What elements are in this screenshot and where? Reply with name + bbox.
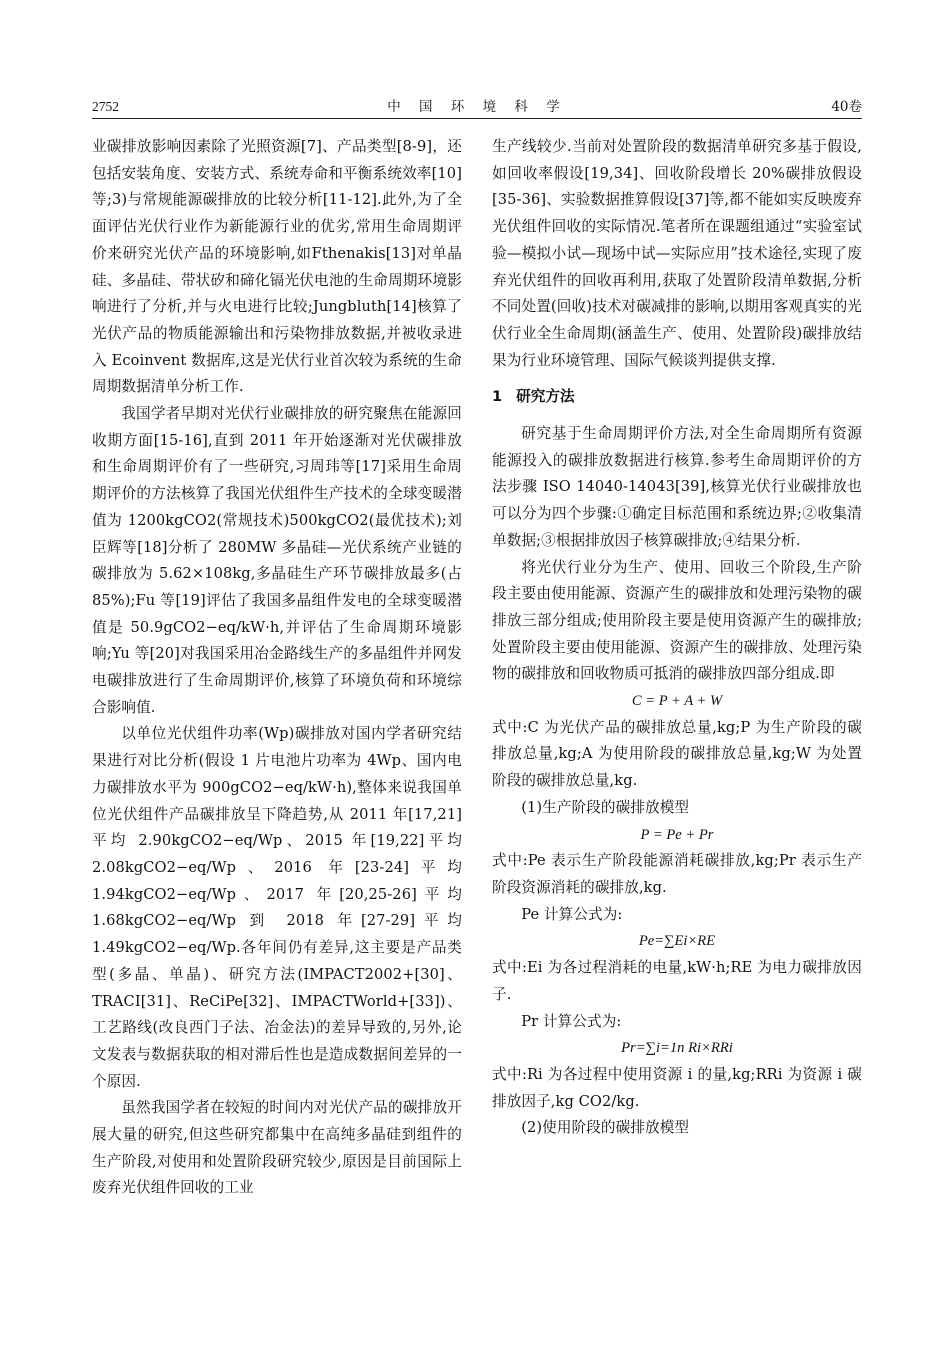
running-header (92, 96, 862, 119)
section-number: 1 (492, 388, 503, 406)
page-number: 2752 (92, 99, 119, 114)
paragraph: Pr 计算公式为: (521, 1012, 622, 1030)
right-column (492, 134, 862, 1142)
section-heading (492, 384, 862, 411)
paragraph: 我国学者早期对光伏行业碳排放的研究聚焦在能源回收期方面[15-16],直到 2011 年开始逐渐对光伏碳排放和生命周期评价有了一些研究,习周玮等[17]采用生命周期评价的方法核算了我国光伏组件生产技术的全球变暖潜值为 1200kgCO2(常规技术)500kgCO2(最优技术);刘臣辉等[18]分析了 280MW 多晶硅—光伏系统产业链的碳排放为 5.62×108kg,多晶硅生产环节碳排放最多(占 85%);Fu 等[19]评估了我国多晶组件发电的全球变暖潜值是 50.9gCO2−eq/kW·h,并评估了生命周期环境影响;Yu 等[20]对我国采用冶金路线生产的多晶组件并网发电碳排放进行了生命周期评价,核算了环境负荷和环境综合影响值. (92, 405, 462, 716)
section-title: 研究方法 (516, 388, 575, 406)
paragraph: 生产线较少.当前对处置阶段的数据清单研究多基于假设,如回收率假设[19,34]、回收阶段增长 20%碳排放假设[35-36]、实验数据推算假设[37]等,都不能如实反映废弃光伏组件回收的实际情况.笔者所在课题组通过“实验室试验—模拟小试—现场中试—实际应用”技术途径,实现了废弃光伏组件的回收再利用,获取了处置阶段清单数据,分析不同处置(回收)技术对碳减排的影响,以期用客观真实的光伏行业全生命周期(涵盖生产、使用、处置阶段)碳排放结果为行业环境管理、国际气候谈判提供支撑. (492, 138, 862, 369)
paragraph: 式中:C 为光伏产品的碳排放总量,kg;P 为生产阶段的碳排放总量,kg;A 为使用阶段的碳排放总量,kg;W 为处置阶段的碳排放总量,kg. (492, 718, 862, 790)
paragraph: 式中:Pe 表示生产阶段能源消耗碳排放,kg;Pr 表示生产阶段资源消耗的碳排放,kg. (492, 852, 862, 896)
equation: Pe=∑Ei×RE (638, 933, 716, 950)
paragraph: 研究基于生命周期评价方法,对全生命周期所有资源能源投入的碳排放数据进行核算.参考生命周期评价的方法步骤 ISO 14040-14043[39],核算光伏行业碳排放也可以分为四个步骤:①确定目标范围和系统边界;②收集清单数据;③根据排放因子核算碳排放;④结果分析. (492, 425, 862, 549)
volume-label: 40卷 (831, 99, 862, 115)
paragraph: 以单位光伏组件功率(Wp)碳排放对国内学者研究结果进行对比分析(假设 1 片电池片功率为 4Wp、国内电力碳排放水平为 900gCO2−eq/kW·h),整体来说我国单位光伏组件产品碳排放呈下降趋势,从 2011 年[17,21]平均 2.90kgCO2−eq/Wp、2015 年[19,22]平均 2.08kgCO2−eq/Wp、2016 年[23-24]平均 1.94kgCO2−eq/Wp、2017 年[20,25-26]平均 1.68kgCO2−eq/Wp 到 2018 年[27-29]平均 1.49kgCO2−eq/Wp.各年间仍有差异,这主要是产品类型(多晶、单晶)、研究方法(IMPACT2002+[30]、TRACI[31]、ReCiPe[32]、IMPACTWorld+[33])、工艺路线(改良西门子法、冶金法)的差异导致的,另外,论文发表与数据获取的相对滞后性也是造成数据间差异的一个原因. (92, 725, 462, 1090)
equation: C = P + A + W (631, 693, 723, 710)
paragraph: 式中:Ri 为各过程中使用资源 i 的量,kg;RRi 为资源 i 碳排放因子,kg CO2/kg. (492, 1065, 862, 1110)
paragraph: Pe 计算公式为: (521, 905, 623, 923)
paragraph: 将光伏行业分为生产、使用、回收三个阶段,生产阶段主要由使用能源、资源产生的碳排放和处理污染物的碳排放三部分组成;使用阶段主要是使用资源产生的碳排放;处置阶段主要由使用能源、资源产生的碳排放、处理污染物的碳排放和回收物质可抵消的碳排放四部分组成.即 (492, 558, 862, 683)
equation: Pr=∑i=1n Ri×RRi (621, 1040, 733, 1057)
left-column (92, 134, 462, 1202)
equation: P = Pe + Pr (640, 826, 714, 843)
subsection-heading: (2)使用阶段的碳排放模型 (521, 1119, 690, 1137)
subsection-heading: (1)生产阶段的碳排放模型 (521, 798, 690, 816)
paragraph: 式中:Ei 为各过程消耗的电量,kW·h;RE 为电力碳排放因子. (492, 959, 862, 1003)
journal-title: 中 国 环 境 科 学 (387, 99, 567, 115)
paragraph: 虽然我国学者在较短的时间内对光伏产品的碳排放开展大量的研究,但这些研究都集中在高纯多晶硅到组件的生产阶段,对使用和处置阶段研究较少,原因是目前国际上废弃光伏组件回收的工业 (92, 1099, 462, 1197)
paragraph: 业碳排放影响因素除了光照资源[7]、产品类型[8-9]，还包括安装角度、安装方式、系统寿命和平衡系统效率[10]等;3)与常规能源碳排放的比较分析[11-12].此外,为了全面评估光伏行业作为新能源行业的优劣,常用生命周期评价来研究光伏产品的环境影响,如Fthenakis[13]对单晶硅、多晶硅、带状矽和碲化镉光伏电池的生命周期环境影响进行了分析,并与火电进行比较;Jungbluth[14]核算了光伏产品的物质能源输出和污染物排放数据,并被收录进入 Ecoinvent 数据库,这是光伏行业首次较为系统的生命周期数据清单分析工作. (92, 138, 462, 396)
